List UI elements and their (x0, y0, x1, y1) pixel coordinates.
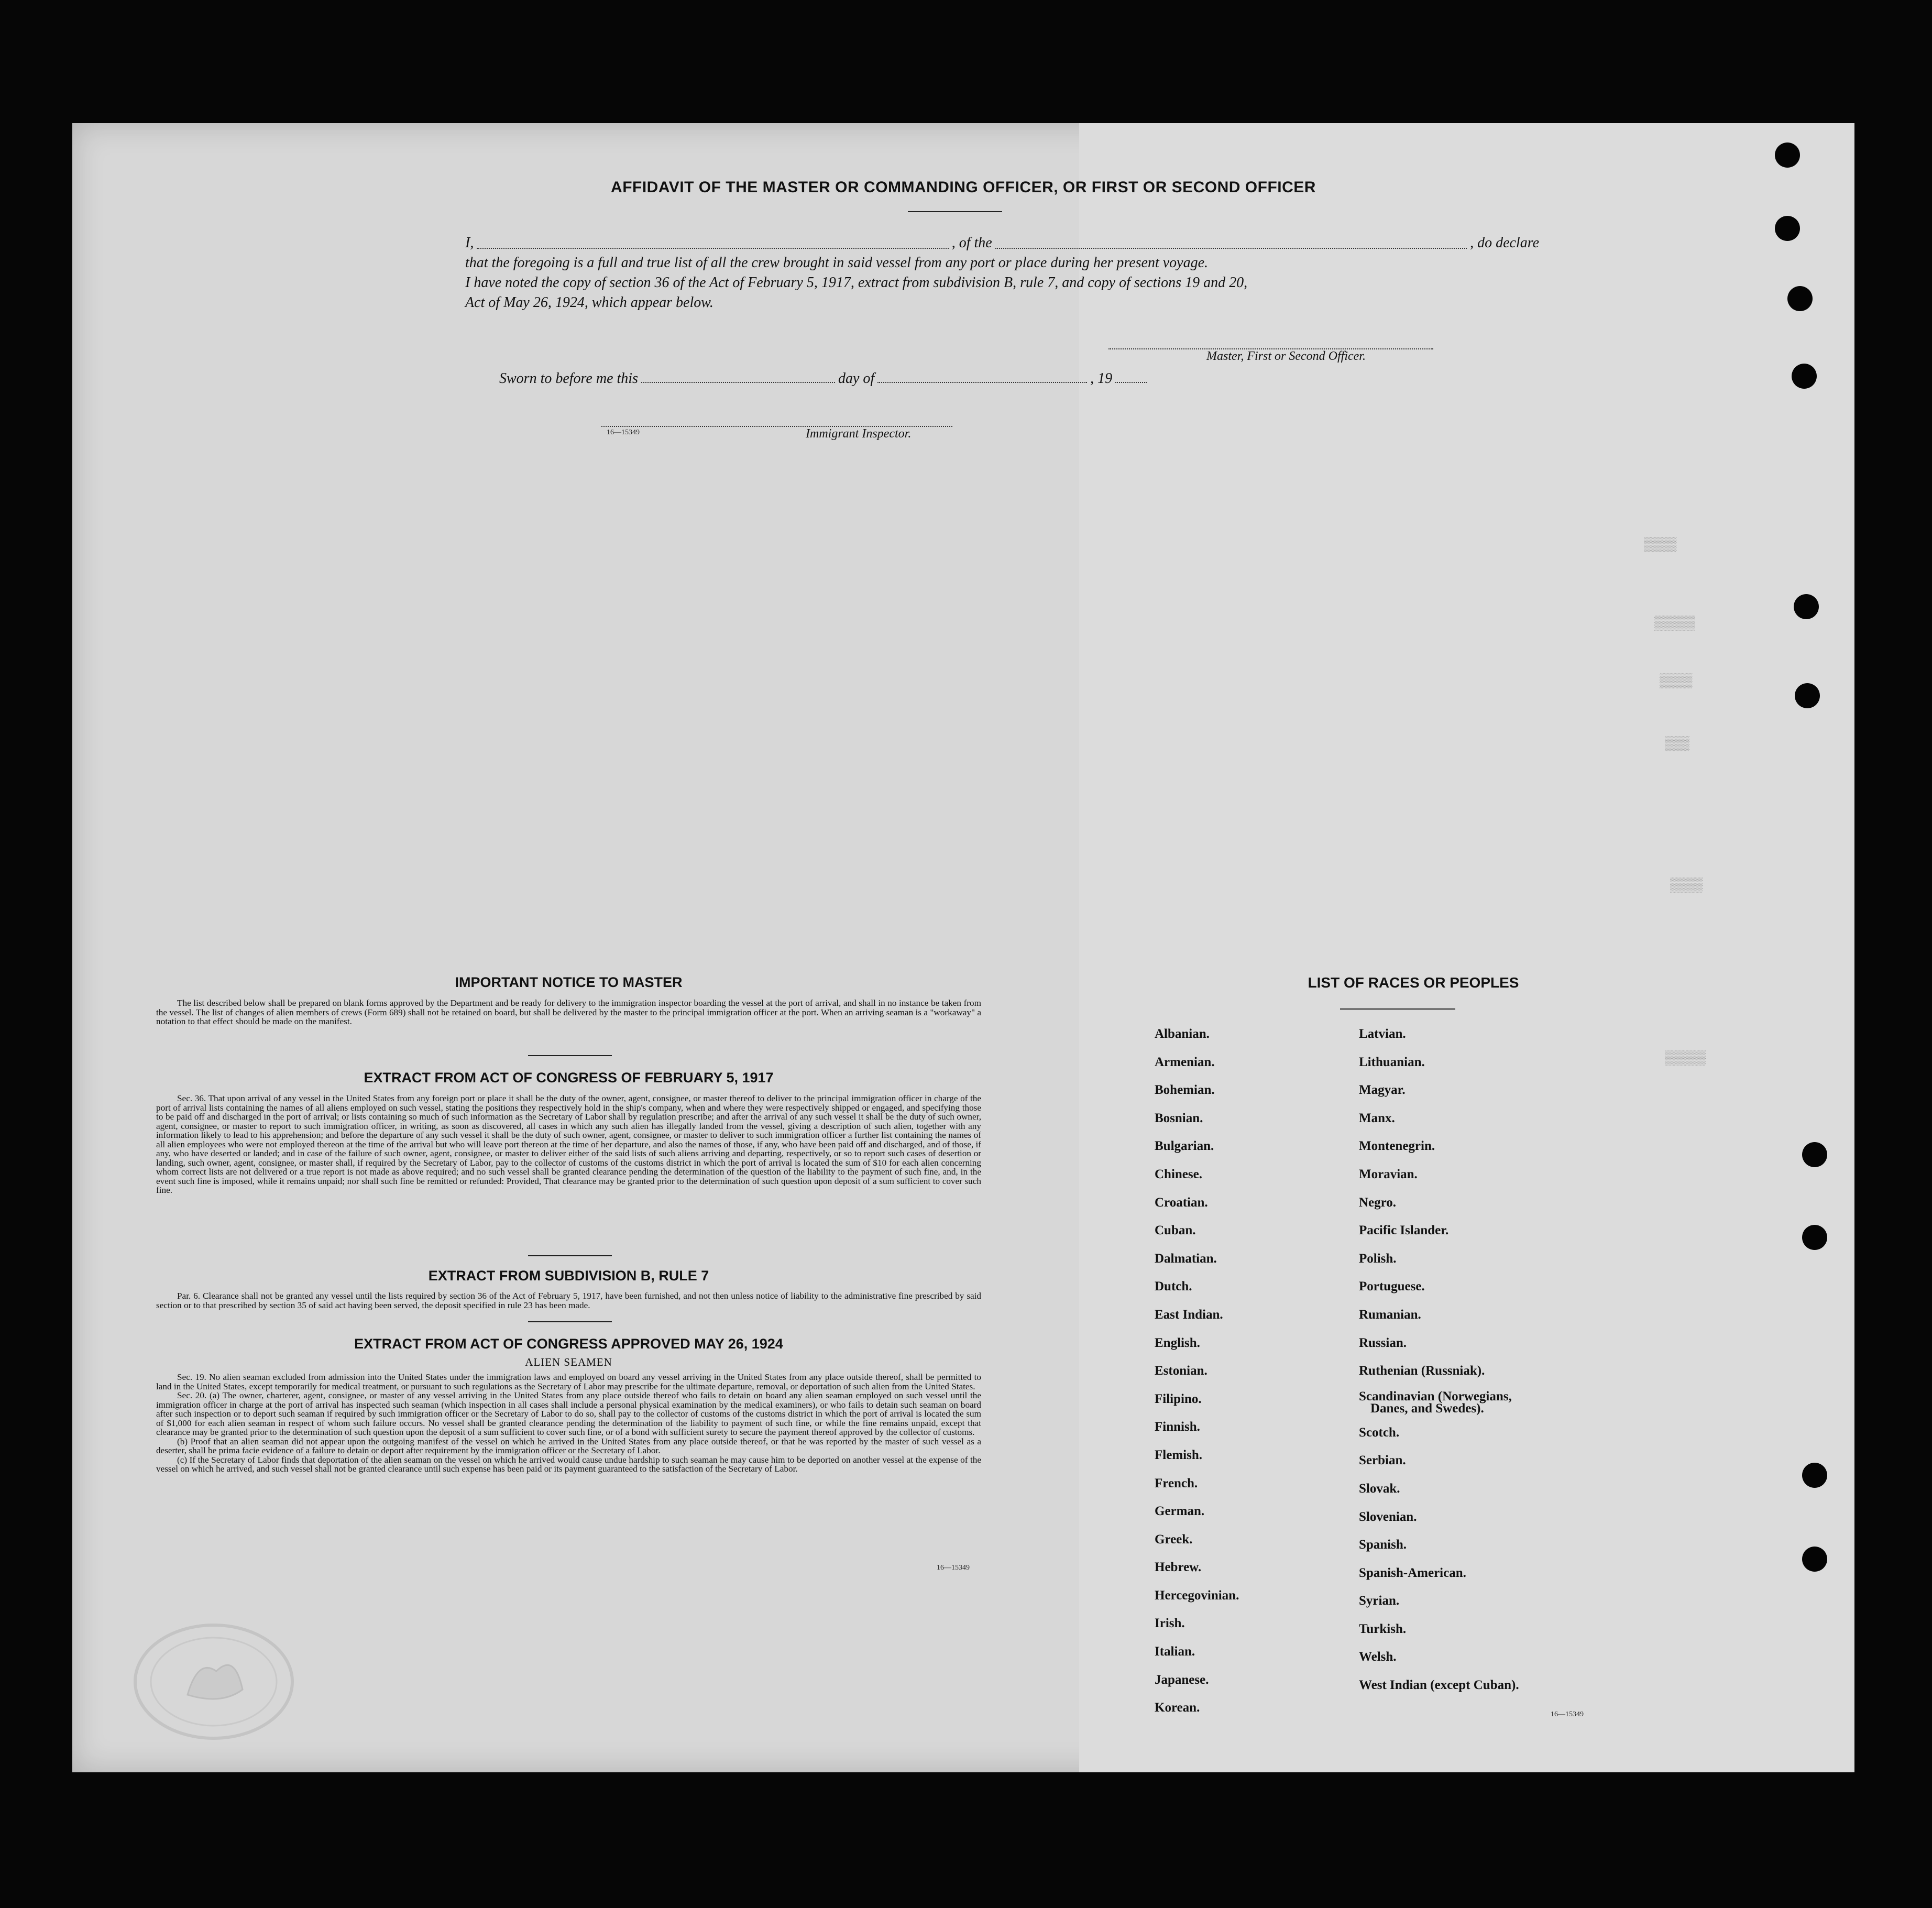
race-item: Spanish. (1359, 1538, 1407, 1552)
race-item: Serbian. (1359, 1453, 1406, 1468)
bleed-through-mark: ▒▒▒▒ (1644, 537, 1677, 553)
form-number: 16—15349 (607, 429, 640, 436)
races-column-b (1359, 1020, 1600, 1699)
race-item: Russian. (1359, 1335, 1407, 1350)
race-item: East Indian. (1155, 1307, 1223, 1322)
race-item: Armenian. (1155, 1055, 1215, 1069)
race-item: Slovenian. (1359, 1509, 1417, 1524)
race-item: Albanian. (1155, 1027, 1210, 1041)
race-item: Bosnian. (1155, 1111, 1203, 1125)
extract-1917-title: EXTRACT FROM ACT OF CONGRESS OF FEBRUARY 5, 1917 (364, 1070, 774, 1085)
extract-rule7-body: Par. 6. Clearance shall not be granted any vessel until the lists required by section 36 of the Act of February 5, 1917, have been furnished, and not then unless notice of liability to the administrative fine prescribed by said section or to that prescribed by section 35 of said act having been served, the deposit specified in rule 23 has been made. (156, 1291, 981, 1310)
of-the-label: , of the (951, 235, 992, 251)
race-item: Filipino. (1155, 1391, 1202, 1406)
race-item: Estonian. (1155, 1364, 1208, 1378)
affidavit-statement (465, 233, 1539, 313)
race-item: Flemish. (1155, 1448, 1202, 1462)
form-number: 16—15349 (937, 1564, 970, 1572)
bleed-through-mark: ▒▒▒▒▒ (1665, 1050, 1706, 1066)
affidavit-title: AFFIDAVIT OF THE MASTER OR COMMANDING OFFICER, OR FIRST OR SECOND OFFICER (611, 179, 1316, 196)
section-rule (528, 1255, 612, 1256)
affidavit-text-line: Act of May 26, 1924, which appear below. (465, 294, 713, 311)
embossed-seal-icon (130, 1621, 298, 1742)
race-item: French. (1155, 1476, 1198, 1490)
race-item: Scandinavian (Norwegians, (1359, 1389, 1512, 1403)
section-20a-text: Sec. 20. (a) The owner, charterer, agent, consignee, or master of any vessel arriving in the United States from any place outside thereof who fails to detain on board any alien seaman employed on such vessel until the immigration officer in charge at the port of arrival has inspected such seaman (which inspection in all cases shall include a personal physical examination by the medical examiners), or who fails to detain such seaman on board after such inspection or to deport such seaman if required by such immigration officer or the Secretary of Labor to do so, shall pay to the collector of customs of the customs district in which the port of arrival is located the sum of $1,000 for each alien seaman in respect of whom such failure occurs. No vessel shall be granted clearance pending the determination of the liability to payment of such fine, or while the fine remains unpaid, except that clearance may be granted prior to the determination of such question upon the deposit of a sum sufficient to cover such fine, or of a bond with sufficient surety to secure the payment thereof approved by the collector of customs. (156, 1390, 981, 1437)
race-item: Bulgarian. (1155, 1139, 1214, 1154)
race-item: West Indian (except Cuban). (1359, 1678, 1519, 1693)
race-item: Dutch. (1155, 1279, 1192, 1294)
race-item: Dalmatian. (1155, 1251, 1217, 1266)
race-item: Hercegovinian. (1155, 1588, 1239, 1603)
race-item: Japanese. (1155, 1672, 1209, 1687)
punch-hole-icon (1802, 1142, 1827, 1167)
punch-hole-icon (1794, 594, 1819, 619)
race-item: Lithuanian. (1359, 1055, 1425, 1069)
extract-1917-body: Sec. 36. That upon arrival of any vessel in the United States from any foreign port or place it shall be the duty of the owner, agent, consignee, or master thereof to deliver to the principal immigration officer in charge of the port of arrival lists containing the names of all aliens employed on such vessel, stating the positions they respectively hold in the ship's company, when and where they were respectively shipped or engaged, and specifying those to be paid off and discharged in the port of arrival; or lists containing so much of such information as the Secretary of Labor shall by regulation prescribe; and after the arrival of any such vessel it shall be the duty of such owner, agent, consignee, or master to report to such immigration officer, in writing, as soon as discovered, all cases in which any such alien has illegally landed from the vessel, giving a description of such alien, together with any information likely to lead to his apprehension; and before the departure of any such vessel it shall be the duty of such owner, agent, consignee, or master to deliver to such immigration officer a further list containing the names of all alien employees who were not employed thereon at the time of the arrival but who will leave port thereon at the time of her departure, and also the names of those, if any, who have been paid off and discharged, and of those, if any, who have deserted or landed; and in case of the failure of such owner, agent, consignee, or master to deliver either of the said lists of such aliens arriving and departing, respectively, or so to report such cases of desertion or landing, such owner, agent, consignee, or master shall, if required by the Secretary of Labor, pay to the collector of customs of the customs district in which the port of arrival is located the sum of $10 for each alien concerning whom correct lists are not delivered or a true report is not made as above required; and no such vessel shall be granted clearance pending the determination of the question of the liability to the payment of such fine, and, in the event such fine is imposed, while it remains unpaid; nor shall such fine be remitted or refunded: Provided, That clearance may be granted prior to the determination of such question upon deposit of a sum sufficient to cover such fine. (156, 1093, 981, 1195)
race-item: Irish. (1155, 1616, 1185, 1631)
sworn-line (499, 370, 1285, 387)
year-blank (1115, 382, 1147, 383)
race-item: Pacific Islander. (1359, 1223, 1449, 1238)
race-item: Cuban. (1155, 1223, 1196, 1238)
races-list-title: LIST OF RACES OR PEOPLES (1308, 974, 1519, 991)
race-item: Croatian. (1155, 1195, 1208, 1210)
day-blank (641, 382, 835, 383)
race-item: Manx. (1359, 1111, 1395, 1125)
bleed-through-mark: ▒▒▒▒ (1670, 878, 1703, 893)
extract-rule7-title: EXTRACT FROM SUBDIVISION B, RULE 7 (428, 1268, 709, 1284)
punch-hole-icon (1802, 1225, 1827, 1250)
punch-hole-icon (1802, 1463, 1827, 1488)
race-item: German. (1155, 1504, 1205, 1519)
race-item: English. (1155, 1335, 1200, 1350)
notice-title: IMPORTANT NOTICE TO MASTER (455, 974, 683, 990)
race-item: Magyar. (1359, 1083, 1406, 1098)
affidavit-text-line: I have noted the copy of section 36 of the Act of February 5, 1917, extract from subdivision B, rule 7, and copy of sections 19 and 20, (465, 275, 1248, 291)
bleed-through-mark: ▒▒▒▒▒ (1654, 616, 1696, 631)
master-signature-label: Master, First or Second Officer. (1206, 349, 1366, 363)
title-rule (1340, 1008, 1455, 1010)
race-item: Latvian. (1359, 1027, 1406, 1041)
extract-1924-title: EXTRACT FROM ACT OF CONGRESS APPROVED MAY 26, 1924 (354, 1336, 783, 1352)
section-rule (528, 1321, 612, 1322)
race-item: Turkish. (1359, 1621, 1407, 1636)
form-number: 16—15349 (1551, 1710, 1584, 1718)
month-blank (877, 382, 1087, 383)
section-20c-text: (c) If the Secretary of Labor finds that deportation of the alien seaman on the vessel on which he arrived would cause undue hardship to such seaman he may cause him to be deported on another vessel at the expense of the vessel on which he arrived, and such vessel shall not be granted clearance until such expense has been paid or its payment guaranteed to the satisfaction of the Secretary of Labor. (156, 1454, 981, 1474)
race-item: Negro. (1359, 1195, 1397, 1210)
section-20b-text: (b) Proof that an alien seaman did not appear upon the outgoing manifest of the vessel on which he arrived in the United States from any place outside thereof, or that he was reported by the master of such vessel as a deserter, shall be prima facie evidence of a failure to detain or deport after requirement by the immigration officer or the Secretary of Labor. (156, 1436, 981, 1455)
punch-hole-icon (1775, 142, 1800, 168)
race-item: Rumanian. (1359, 1307, 1421, 1322)
race-item: Danes, and Swedes). (1370, 1401, 1484, 1416)
punch-hole-icon (1802, 1547, 1827, 1572)
vessel-blank (995, 248, 1467, 249)
race-item: Bohemian. (1155, 1083, 1215, 1098)
race-item: Greek. (1155, 1532, 1193, 1547)
affidavit-text-line: that the foregoing is a full and true list of all the crew brought in said vessel from any port or place during her present voyage. (465, 255, 1209, 271)
bleed-through-mark: ▒▒▒▒ (1660, 673, 1693, 689)
section-19-text: Sec. 19. No alien seaman excluded from admission into the United States under the immigration laws and employed on board any vessel arriving in the United States from any place outside thereof, shall be permitted to land in the United States, except temporarily for medical treatment, or pursuant to such regulations as the Secretary of Labor may prescribe for the ultimate departure, removal, or deportation of such alien from the United States. (156, 1372, 981, 1391)
declare-label: , do declare (1470, 235, 1539, 251)
race-item: Portuguese. (1359, 1279, 1425, 1294)
punch-hole-icon (1792, 364, 1817, 389)
bleed-through-mark: ▒▒▒ (1665, 736, 1689, 752)
punch-hole-icon (1775, 216, 1800, 241)
race-item: Welsh. (1359, 1650, 1397, 1664)
sworn-prefix: Sworn to before me this (499, 370, 638, 387)
race-item: Montenegrin. (1359, 1139, 1435, 1154)
race-item: Spanish-American. (1359, 1565, 1466, 1580)
extract-1924-body (156, 1373, 981, 1474)
name-blank (477, 248, 948, 249)
alien-seamen-subtitle: ALIEN SEAMEN (525, 1356, 612, 1368)
race-item: Chinese. (1155, 1167, 1202, 1181)
race-item: Finnish. (1155, 1420, 1200, 1434)
section-rule (528, 1055, 612, 1056)
race-item: Slovak. (1359, 1481, 1400, 1496)
race-item: Italian. (1155, 1644, 1195, 1659)
declaration-line (465, 233, 1539, 253)
declarant-prefix: I, (465, 235, 474, 251)
document-page (72, 123, 1854, 1772)
day-of-label: day of (838, 370, 875, 387)
race-item: Syrian. (1359, 1594, 1400, 1608)
punch-hole-icon (1795, 683, 1820, 708)
race-item: Korean. (1155, 1701, 1200, 1715)
race-item: Hebrew. (1155, 1560, 1202, 1575)
year-label: , 19 (1090, 370, 1113, 387)
punch-hole-icon (1787, 286, 1813, 311)
notice-body: The list described below shall be prepared on blank forms approved by the Department and be ready for delivery to the immigration inspector boarding the vessel at the port of arrival, and shall in no instance be taken from the vessel. The list of changes of alien members of crews (Form 689) shall not be retained on board, but shall be delivered by the master to the principal immigration officer at the port. When an arriving seaman is a "workaway" a notation to that effect should be made on the manifest. (156, 998, 981, 1026)
race-item: Polish. (1359, 1251, 1397, 1266)
title-rule (908, 211, 1002, 212)
race-item: Moravian. (1359, 1167, 1418, 1181)
race-item: Ruthenian (Russniak). (1359, 1364, 1485, 1378)
inspector-label: Immigrant Inspector. (806, 427, 912, 441)
race-item: Scotch. (1359, 1425, 1400, 1440)
